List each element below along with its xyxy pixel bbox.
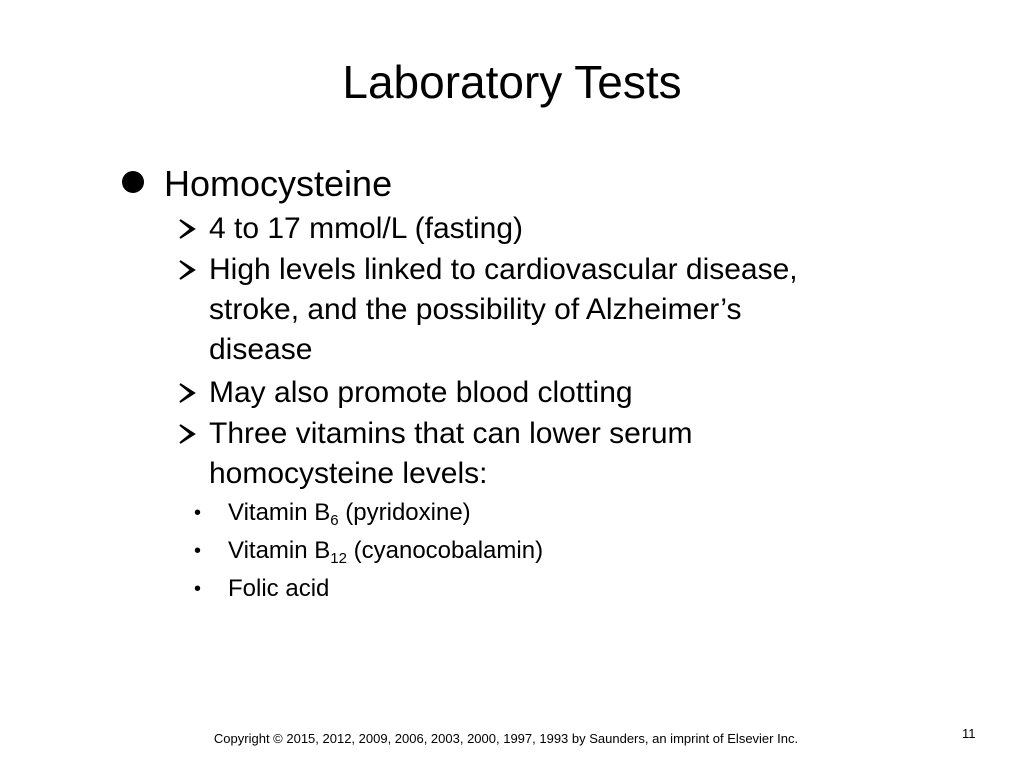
copyright-footer: Copyright © 2015, 2012, 2009, 2006, 2003, 2000, 1997, 1993 by Saunders, an imprint of Elsevier Inc. [213,731,799,746]
filled-circle-bullet-icon [122,171,144,193]
arrowhead-bullet-icon [176,381,202,407]
point-text-line-2: homocysteine levels: [209,457,488,490]
vitamin-name: Folic acid [228,575,330,602]
small-bullet-icon: • [194,578,202,600]
point-text-line-3: disease [209,333,313,366]
bullet-label: Homocysteine [164,163,393,204]
small-bullet-icon: • [194,540,202,562]
arrowhead-bullet-icon [176,258,202,284]
arrowhead-bullet-icon [176,217,202,243]
small-bullet-icon: • [194,502,202,524]
page-number: 11 [962,726,976,741]
point-text: May also promote blood clotting [209,376,633,409]
slide-title: Laboratory Tests [342,56,682,108]
point-text-line-1: High levels linked to cardiovascular disease, [209,253,798,286]
vitamin-name: Vitamin $B_{12}$ (cyanocobalamin) [228,537,544,567]
point-text: 4 to 17 mmol/L (fasting) [209,212,524,245]
vitamin-name: Vitamin $B_6$ (pyridoxine) [228,499,471,529]
point-text-line-2: stroke, and the possibility of Alzheimer’s [209,293,742,326]
arrowhead-bullet-icon [176,422,202,448]
point-text-line-1: Three vitamins that can lower serum [209,417,693,450]
